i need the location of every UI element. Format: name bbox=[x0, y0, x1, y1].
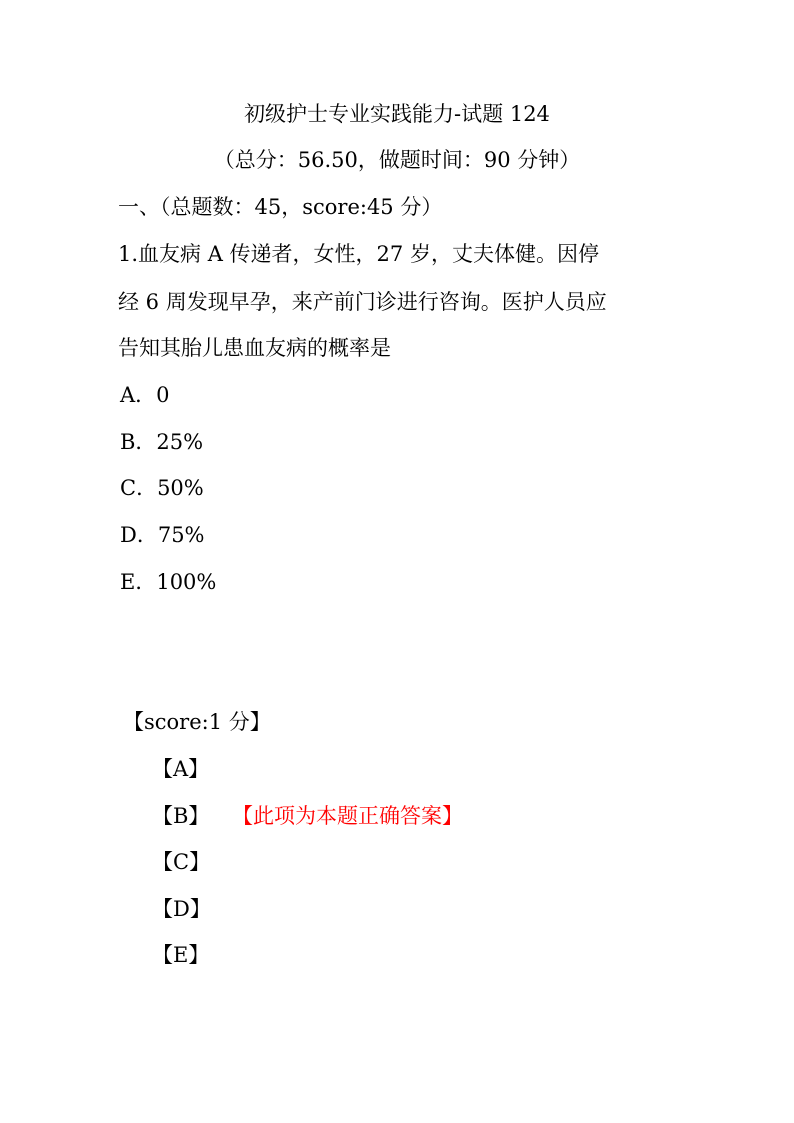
exam-info: （总分：56.50，做题时间：90 分钟） bbox=[213, 148, 581, 172]
question-text-line: 经 6 周发现早孕，来产前门诊进行咨询。医护人员应 bbox=[118, 290, 607, 314]
option-c: C．50% bbox=[120, 476, 204, 500]
question-text-line: 1.血友病 A 传递者，女性，27 岁，丈夫体健。因停 bbox=[118, 242, 599, 266]
page-title: 初级护士专业实践能力-试题 124 bbox=[244, 102, 550, 126]
correct-answer-note: 【此项为本题正确答案】 bbox=[232, 804, 463, 828]
answer-choice-c: 【C】 bbox=[152, 850, 211, 874]
answer-choice-e: 【E】 bbox=[152, 943, 210, 967]
question-text-line: 告知其胎儿患血友病的概率是 bbox=[118, 336, 391, 360]
answer-choice-b: 【B】 bbox=[152, 804, 210, 828]
answer-choice-a: 【A】 bbox=[152, 757, 210, 781]
option-d: D．75% bbox=[120, 523, 205, 547]
option-a: A．0 bbox=[120, 383, 170, 407]
answer-choice-d: 【D】 bbox=[152, 897, 211, 921]
option-e: E．100% bbox=[120, 570, 217, 594]
option-b: B．25% bbox=[120, 430, 204, 454]
section-header: 一、（总题数：45，score:45 分） bbox=[118, 195, 443, 219]
score-label: 【score:1 分】 bbox=[123, 710, 271, 734]
